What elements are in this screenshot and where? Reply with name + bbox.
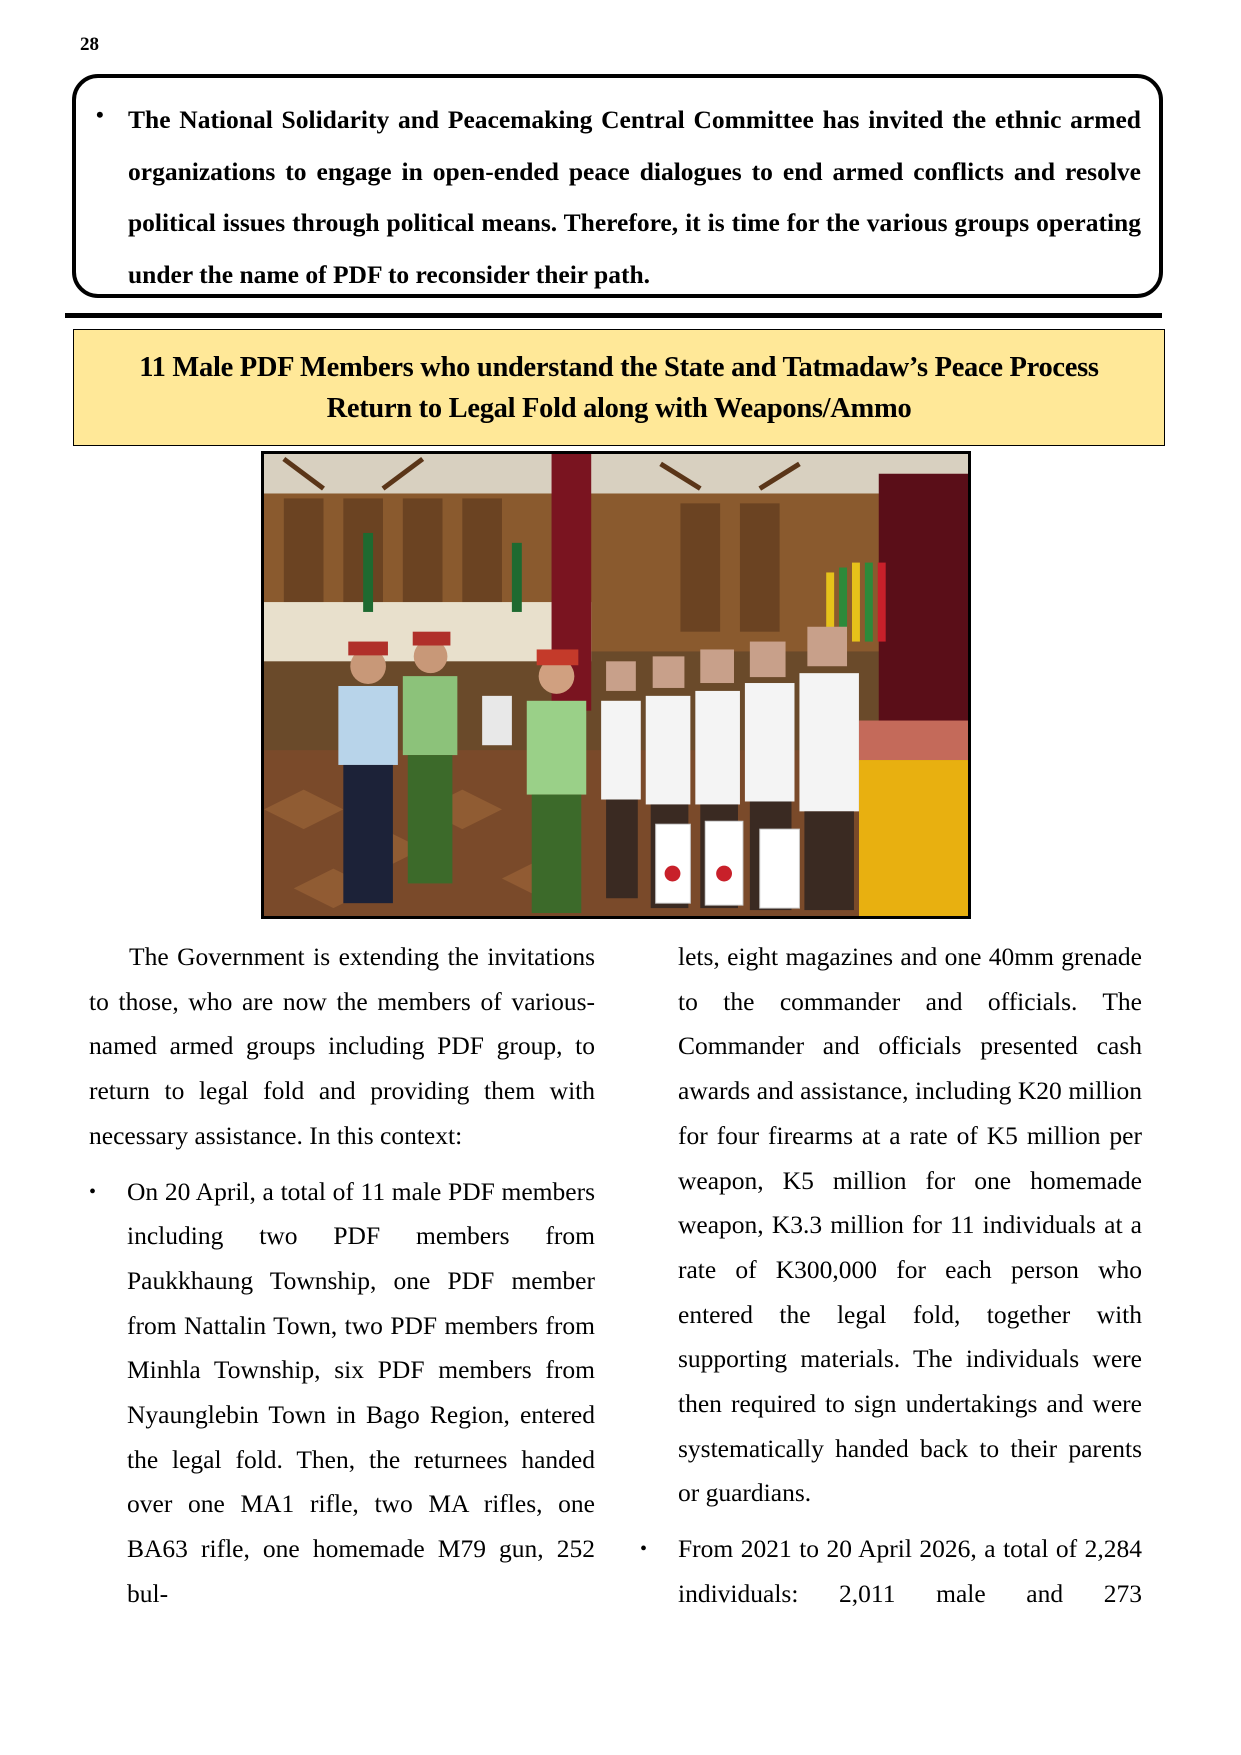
list-item-text: lets, eight magazines and one 40mm grenade to the commander and officials. The Commander and officials presented cash awards and assistance, including K20 million for four firearms at a rate of K5 million per weapon, K5 million for one homemade weapon, K3.3 million for 11 individuals at a rate of K300,000 for each person who entered the legal fold, together with supporting materials. The individuals were then required to sign undertakings and were systematically handed back to their parents or guardians.	[678, 942, 1142, 1508]
list-item-text: On 20 April, a total of 11 male PDF members including two PDF members from Paukkhaung Township, one PDF member from Nattalin Town, two PDF members from Minhla Township, six PDF members from Nyaunglebin Town in Bago Region, entered the legal fold. Then, the returnees handed over one MA1 rifle, two MA rifles, one BA63 rifle, one homemade M79 gun, 252 bul-	[127, 1176, 595, 1608]
list-item	[640, 1527, 1142, 1616]
photo-stage-skirt	[859, 760, 968, 916]
column-right	[640, 935, 1142, 1617]
photo-air-cooler	[482, 696, 512, 745]
photo-officer-green-1	[403, 632, 458, 884]
article-headline	[73, 329, 1165, 446]
headline-line-1: 11 Male PDF Members who understand the State and Tatmadaw’s Peace Process	[139, 351, 1099, 383]
photo-stage	[859, 721, 968, 760]
callout-bullet: •	[96, 102, 104, 127]
bullet-icon: •	[640, 1538, 648, 1561]
headline-line-2: Return to Legal Fold along with Weapons/Ammo	[326, 392, 912, 424]
list-item-text: From 2021 to 20 April 2026, a total of 2,284 individuals: 2,011 male and 273	[678, 1534, 1142, 1608]
photo-ceiling	[264, 454, 968, 493]
column-left	[89, 935, 595, 1617]
list-item-continuation	[640, 935, 1142, 1516]
bullet-icon: •	[89, 1180, 97, 1203]
article-photo	[261, 451, 971, 919]
photo-gift-bags	[656, 821, 800, 908]
section-divider	[65, 313, 1162, 318]
photo-officer-blue	[338, 642, 397, 904]
page-number: 28	[80, 34, 99, 55]
list-item	[89, 1170, 595, 1617]
intro-paragraph: The Government is extending the invitations to those, who are now the members of various-named armed groups including PDF group, to return to legal fold and providing them with necessary assistance. In this context:	[89, 942, 595, 1150]
photo-returnees	[601, 673, 859, 811]
photo-illustration	[264, 454, 968, 916]
callout-text: The National Solidarity and Peacemaking Central Committee has invited the ethnic armed organizations to engage in open-ended peace dialogues to end armed conflicts and resolve political issues through political means. Therefore, it is time for the various groups operating under the name of PDF to reconsider their path.	[128, 105, 1141, 289]
